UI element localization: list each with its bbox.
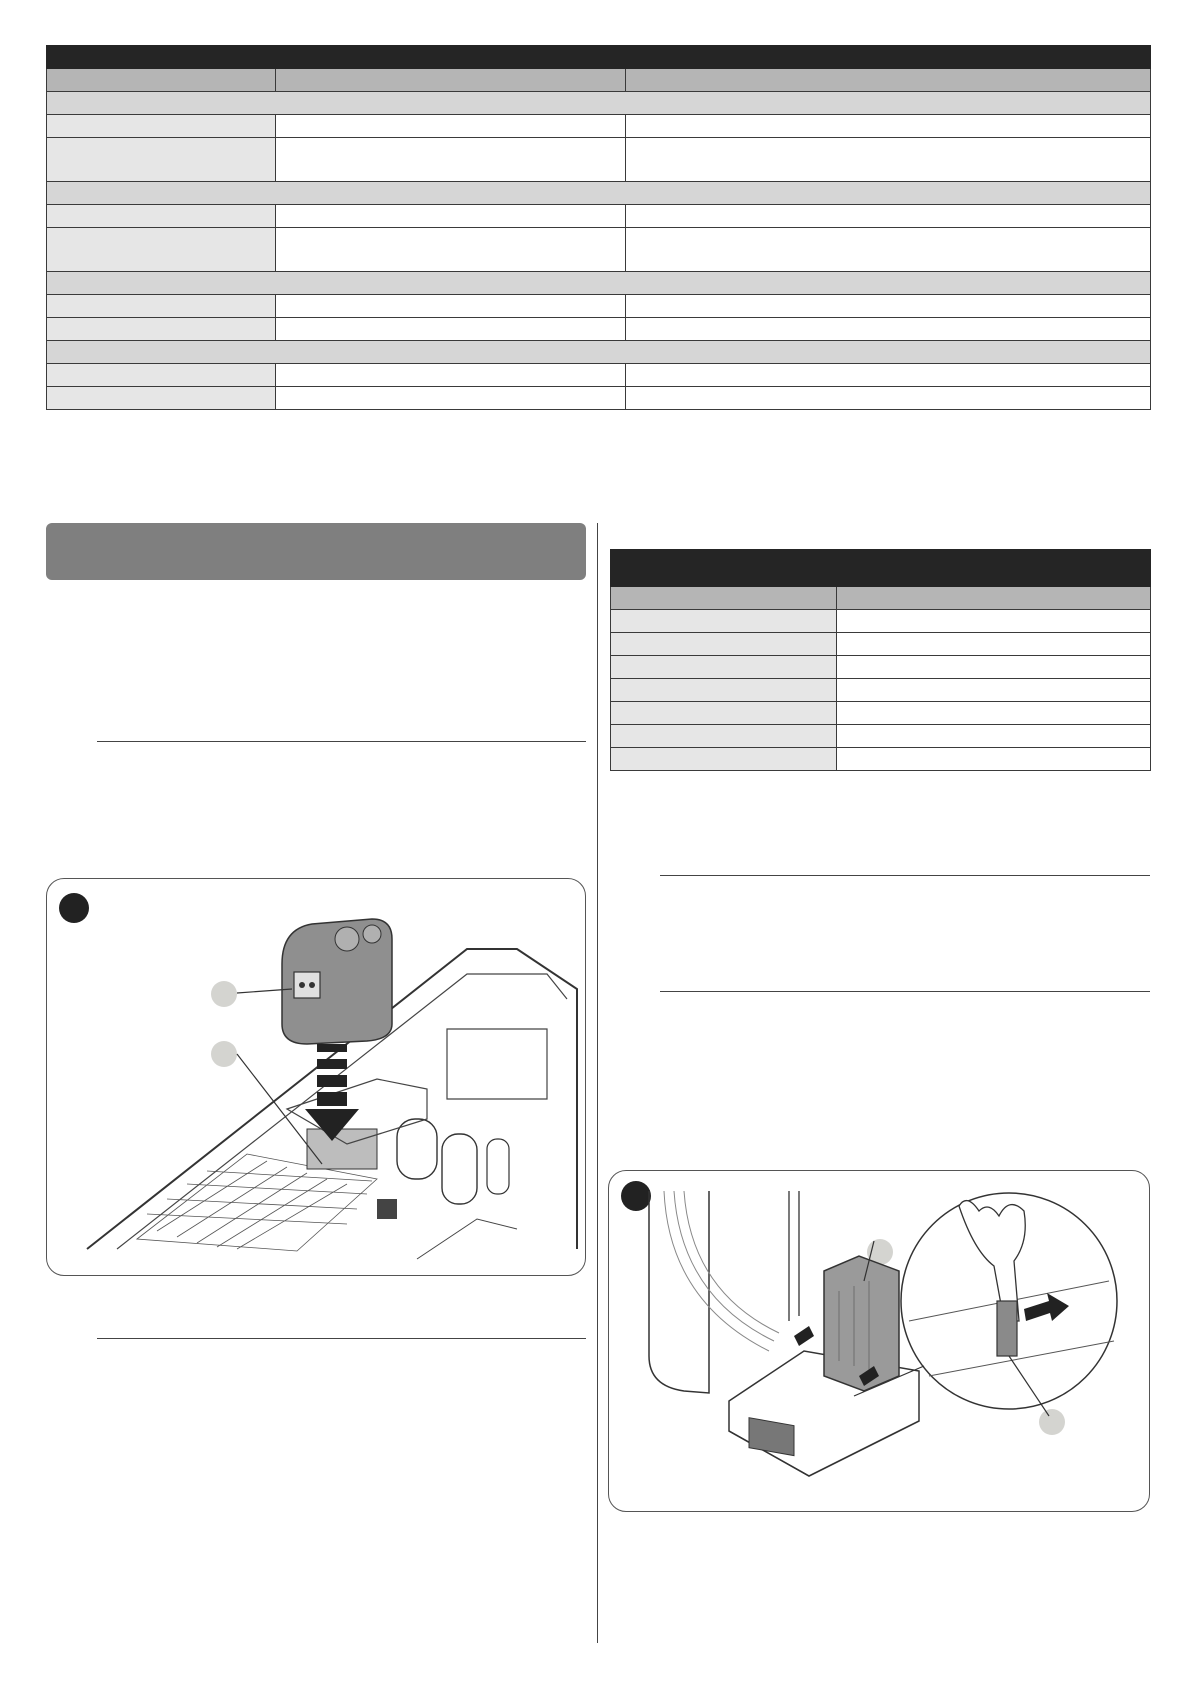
divider-rule — [97, 1338, 586, 1339]
table-row — [47, 138, 1151, 182]
figure-2 — [608, 1170, 1150, 1512]
table-section-row — [47, 182, 1151, 205]
table-row — [611, 633, 1151, 656]
table-row — [611, 748, 1151, 771]
table-row — [47, 205, 1151, 228]
down-arrow-icon — [305, 1044, 359, 1141]
plug-in-module — [282, 919, 392, 1044]
top-specs-table — [46, 45, 1151, 410]
table-header-row — [611, 587, 1151, 610]
table-title-row — [47, 46, 1151, 69]
table-row — [47, 228, 1151, 272]
table-header-row — [47, 69, 1151, 92]
table-row — [611, 656, 1151, 679]
section-title-banner — [46, 523, 586, 580]
divider-rule — [660, 875, 1150, 876]
figure-1 — [46, 878, 586, 1276]
table-row — [47, 318, 1151, 341]
table-section-row — [47, 341, 1151, 364]
table-title-row — [611, 550, 1151, 587]
table-row — [47, 387, 1151, 410]
table-row — [611, 725, 1151, 748]
cover-removal-illustration — [609, 1171, 1149, 1511]
cover-panel — [824, 1256, 899, 1391]
right-specs-table — [610, 549, 1151, 771]
table-row — [611, 679, 1151, 702]
table-row — [47, 364, 1151, 387]
table-row — [47, 295, 1151, 318]
column-divider — [597, 523, 598, 1643]
divider-rule — [97, 741, 586, 742]
divider-rule — [660, 991, 1150, 992]
table-section-row — [47, 92, 1151, 115]
table-section-row — [47, 272, 1151, 295]
table-row — [47, 115, 1151, 138]
table-row — [611, 702, 1151, 725]
table-row — [611, 610, 1151, 633]
circuit-board-illustration — [47, 879, 585, 1275]
